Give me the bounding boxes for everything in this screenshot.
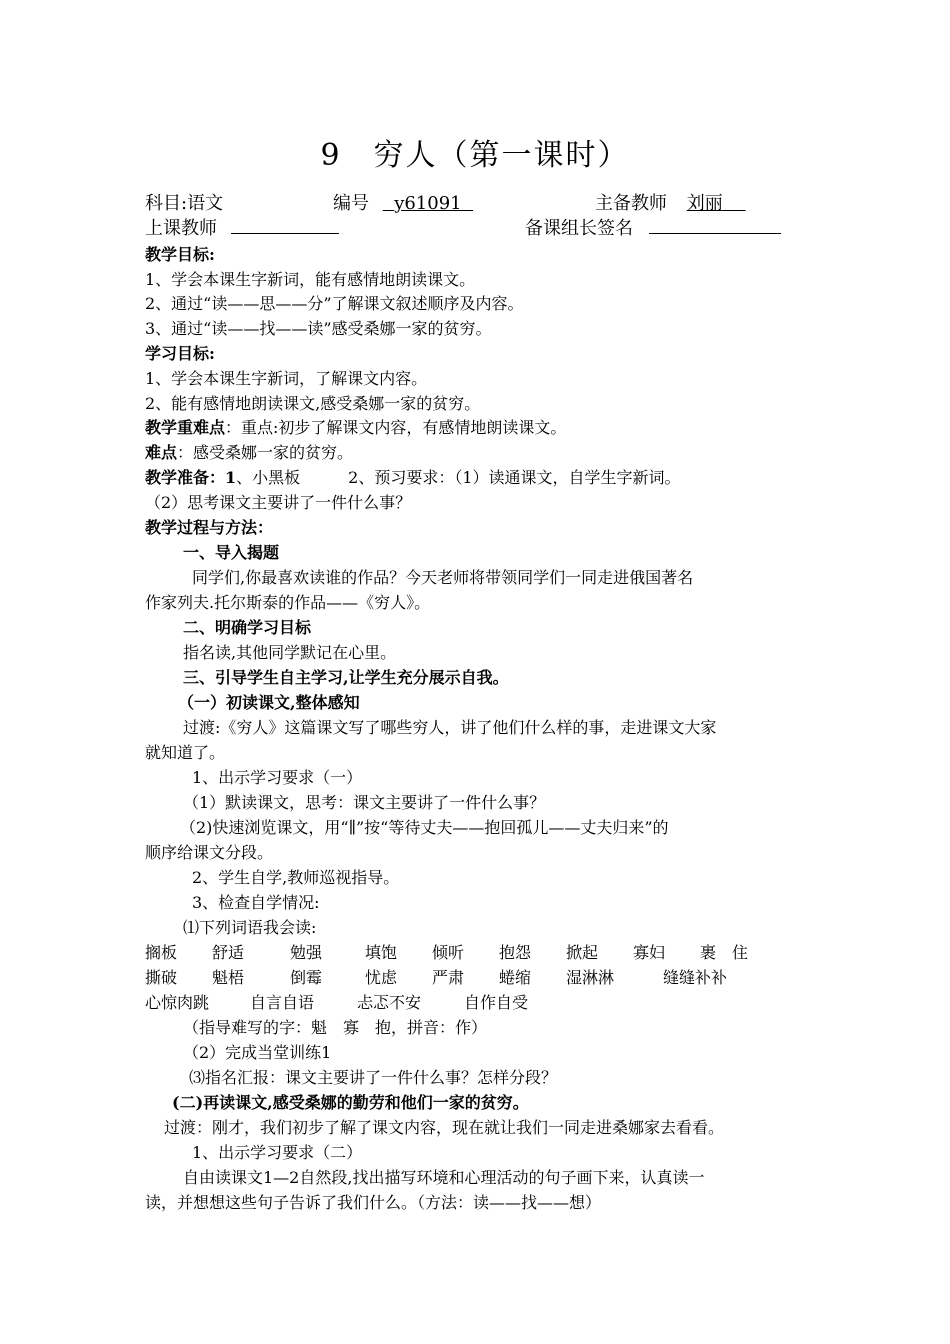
code-field [333, 192, 473, 216]
requirement-1-a: （1）默读课文，思考：课文主要讲了一件什么事？ [183, 793, 546, 812]
preparation-text: 、小黑板 2、预习要求：（1）读通课文，自学生字新词。 [236, 468, 681, 487]
vocab-word: 忐忑不安 [357, 993, 422, 1012]
requirement-2: 1、出示学习要求（二） [192, 1143, 363, 1162]
vocab-word: 心惊肉跳 [145, 993, 210, 1012]
step-3-c: ⑶指名汇报：课文主要讲了一件什么事？怎样分段？ [189, 1068, 558, 1087]
writing-guide: （指导难写的字：魁 寡 抱，拼音：作） [183, 1018, 488, 1037]
group-leader-blank [649, 217, 781, 234]
group-leader-label: 备课组长签名 [525, 218, 633, 239]
vocab-word: 忧虑 [365, 968, 398, 987]
header-row-1 [145, 192, 223, 216]
lead-teacher-label: 主备教师 [595, 193, 667, 214]
vocab-word: 抱怨 [499, 943, 532, 962]
class-teacher-field [145, 217, 339, 241]
step-3-b: （2）完成当堂训练1 [183, 1043, 332, 1062]
lead-teacher-value-text: 刘丽 [686, 193, 723, 214]
key-points-text: ：重点:初步了解课文内容，有感情地朗读课文。 [225, 418, 567, 437]
subsection-1-paragraph: 过渡:《穷人》这篇课文写了哪些穷人，讲了他们什么样的事，走进课文大家 [183, 718, 717, 737]
page-title: 9 穷人（第一课时） [320, 138, 630, 173]
step-2: 2、学生自学,教师巡视指导。 [192, 868, 400, 887]
section-3-title: 三、引导学生自主学习,让学生充分展示自我。 [183, 668, 509, 687]
difficulty-label: 难点 [145, 443, 178, 462]
requirement-1: 1、出示学习要求（一） [192, 768, 363, 787]
learning-goals-heading: 学习目标: [145, 344, 215, 363]
preparation-label: 教学准备：1 [145, 468, 237, 487]
requirement-1-b-cont: 顺序给课文分段。 [145, 843, 274, 862]
vocab-word: 搁板 [145, 943, 178, 962]
teaching-goal-item: 1、学会本课生字新词，能有感情地朗读课文。 [145, 270, 476, 289]
vocab-word: 撕破 [145, 968, 178, 987]
subsection-1-title: （一）初读课文,整体感知 [178, 693, 360, 712]
vocab-word: 魁梧 [212, 968, 245, 987]
difficulty-text: ：感受桑娜一家的贫穷。 [177, 443, 354, 462]
section-2-text: 指名读,其他同学默记在心里。 [183, 643, 397, 662]
vocab-word: 倒霉 [290, 968, 323, 987]
vocab-word: 湿淋淋 [566, 968, 615, 987]
group-leader-field [525, 217, 781, 241]
requirement-2-paragraph: 自由读课文1—2自然段,找出描写环境和心理活动的句子画下来，认真读一 [183, 1168, 705, 1187]
process-heading: 教学过程与方法： [145, 518, 274, 537]
class-teacher-label: 上课教师 [145, 218, 217, 239]
vocab-word: 自作自受 [464, 993, 529, 1012]
section-1-title: 一、导入揭题 [183, 543, 280, 562]
vocab-word: 倾听 [432, 943, 465, 962]
subsection-1-paragraph-cont: 就知道了。 [145, 743, 226, 762]
vocab-word: 舒适 [212, 943, 245, 962]
key-points-line [145, 416, 566, 440]
lead-teacher-value [687, 193, 746, 214]
vocab-word: 裹 住 [700, 943, 749, 962]
vocab-word: 勉强 [290, 943, 323, 962]
step-3: 3、检查自学情况: [192, 893, 320, 912]
learning-goal-item: 1、学会本课生字新词，了解课文内容。 [145, 369, 428, 388]
class-teacher-blank [231, 217, 339, 234]
vocab-word: 掀起 [566, 943, 599, 962]
section-1-paragraph: 同学们,你最喜欢读谁的作品？今天老师将带领同学们一同走进俄国著名 [192, 568, 694, 587]
subject-label: 科目:语文 [145, 193, 224, 214]
difficulty-line [145, 441, 353, 465]
vocab-word: 严肃 [432, 968, 465, 987]
learning-goal-item: 2、能有感情地朗读课文,感受桑娜一家的贫穷。 [145, 394, 481, 413]
code-value-text: y61091 [394, 193, 462, 214]
subsection-2-paragraph: 过渡：刚才，我们初步了解了课文内容，现在就让我们一同走进桑娜家去看看。 [164, 1118, 725, 1137]
vocab-word: 寡妇 [633, 943, 666, 962]
teaching-goal-item: 3、通过“读——找——读”感受桑娜一家的贫穷。 [145, 319, 492, 338]
lead-teacher-field [595, 192, 746, 216]
requirement-1-b: （2)快速浏览课文，用“∥”按“等待丈夫——抱回孤儿——丈夫归来”的 [180, 818, 669, 837]
teaching-goals-heading: 教学目标: [145, 245, 215, 264]
vocab-word: 填饱 [365, 943, 398, 962]
section-2-title: 二、明确学习目标 [183, 618, 312, 637]
teaching-goal-item: 2、通过“读——思——分”了解课文叙述顺序及内容。 [145, 294, 524, 313]
vocab-word: 蜷缩 [499, 968, 532, 987]
preparation-continuation: （2）思考课文主要讲了一件什么事？ [145, 493, 412, 512]
subsection-2-title: (二)再读课文,感受桑娜的勤劳和他们一家的贫穷。 [172, 1093, 529, 1112]
vocab-word: 缝缝补补 [663, 968, 728, 987]
preparation-line [145, 466, 681, 490]
code-value [383, 193, 473, 214]
step-3-a: ⑴下列词语我会读: [183, 918, 317, 937]
requirement-2-paragraph-cont: 读，并想想这些句子告诉了我们什么。（方法：读——找——想） [145, 1193, 602, 1212]
code-label: 编号 [333, 193, 369, 214]
section-1-paragraph-cont: 作家列夫.托尔斯泰的作品——《穷人》。 [145, 593, 431, 612]
key-points-label: 教学重难点 [145, 418, 226, 437]
vocab-word: 自言自语 [250, 993, 315, 1012]
